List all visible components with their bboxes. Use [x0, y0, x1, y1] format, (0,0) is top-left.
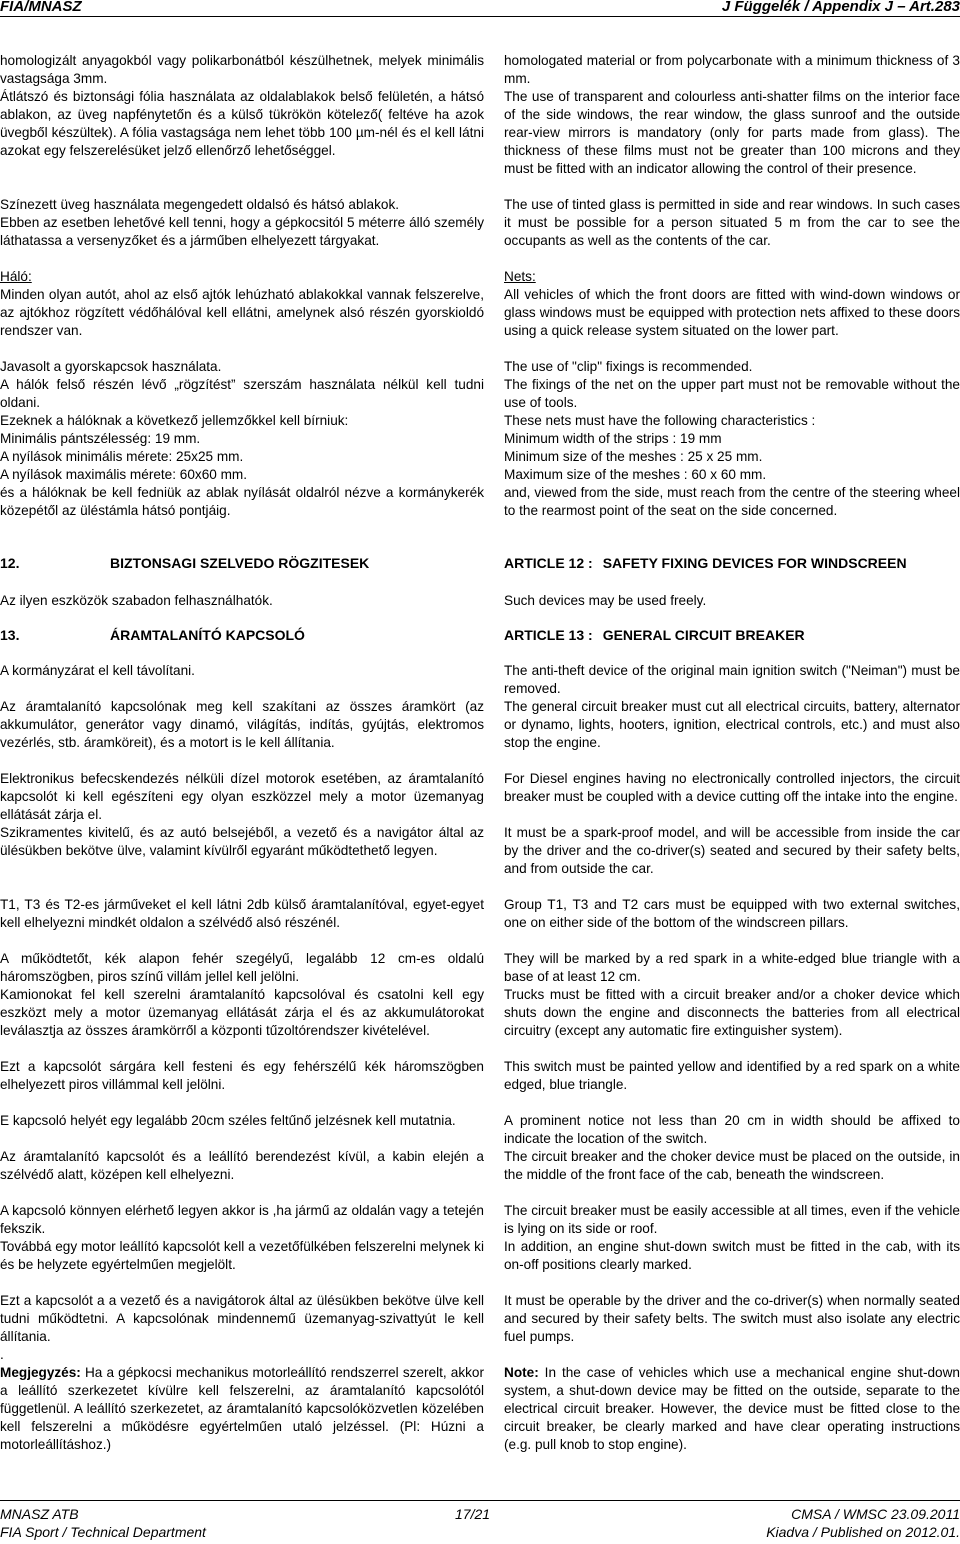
en-paragraph: A prominent notice not less than 20 cm in width should be affixed to indicate the location of the switch.	[504, 1113, 960, 1146]
en-paragraph: Group T1, T3 and T2 cars must be equipped with two external switches, one on either side of the bottom of the windscreen pillars.	[504, 897, 960, 930]
en-paragraph: The fixings of the net on the upper part must not be removable without the use of tools.	[504, 377, 960, 410]
hu-paragraph: Az áramtalanító kapcsolónak meg kell szakítani az összes áramkört (az akkumulátor, generátor vagy dinamó, világítás, indítás, gyújtás, elektromos vezérlés, stb. áramköreit), és a motort is le kell állítania.	[0, 699, 484, 750]
hu-paragraph: A működtetőt, kék alapon fehér szegélyű, legalább 12 cm-es oldalú háromszögben, piros színű villám jellel kell jelölni.	[0, 951, 484, 984]
en-article-12-heading	[504, 554, 960, 572]
hu-article-12-title: BIZTONSAGI SZELVEDO RÖGZITESEK	[110, 555, 370, 571]
hu-note	[0, 1364, 484, 1454]
en-note-label: Note:	[504, 1365, 539, 1380]
hu-paragraph: E kapcsoló helyét egy legalább 20cm széles feltűnő jelzésnek kell mutatnia.	[0, 1113, 456, 1128]
hu-paragraph: Átlátszó és biztonsági fólia használata az oldalablakok belső felületén, a hátsó ablakon, az üveg napfénytetőn és a külső tükrökön kötelező( feltéve ha azok üvegből készültek). A fólia vastagsága nem lehet több 100 µm-nél és el kell látni azokat egy felszerelésüket jelző ellenőrző lehetőséggel.	[0, 89, 484, 158]
hu-paragraph: Ezt a kapcsolót a a vezető és a navigátorok által az ülésükben bekötve ülve kell tudni működtetni. A kapcsolónak mindennemű üzemanyag-szivattyút le kell állítania.	[0, 1293, 484, 1344]
hu-paragraph: Az áramtalanító kapcsolót és a leállító berendezést kívül, a kabin elején a szélvédő alatt, középen kell elhelyezni.	[0, 1149, 484, 1182]
en-net-title: Nets:	[504, 269, 536, 284]
hu-note-label: Megjegyzés:	[0, 1365, 81, 1380]
page-header	[0, 0, 960, 17]
hu-article-12-number: 12.	[0, 555, 20, 571]
hu-paragraph: Az ilyen eszközök szabadon felhasználhatók.	[0, 593, 273, 608]
en-paragraph: Minimum width of the strips : 19 mm	[504, 431, 722, 446]
en-article-12-title: SAFETY FIXING DEVICES FOR WINDSCREEN	[602, 555, 907, 571]
en-paragraph: It must be a spark-proof model, and will be accessible from inside the car by the driver and the co-driver(s) seated and secured by their safety belts, and from outside the car.	[504, 825, 960, 876]
hu-paragraph: Ezeknek a hálóknak a következő jellemzőkkel kell bírniuk:	[0, 413, 349, 428]
hu-paragraph: A nyílások minimális mérete: 25x25 mm.	[0, 449, 244, 464]
en-article-13-heading	[504, 626, 960, 644]
footer-left-line2: FIA Sport / Technical Department	[0, 1524, 206, 1540]
en-paragraph: The circuit breaker must be easily accessible at all times, even if the vehicle is lying on its side or roof.	[504, 1203, 960, 1236]
en-paragraph: Trucks must be fitted with a circuit breaker and/or a choker device which shuts down the engine and disconnects the batteries from all electrical circuitry (except any automatic fire extinguisher system).	[504, 987, 960, 1038]
en-article-13-title: GENERAL CIRCUIT BREAKER	[602, 627, 805, 643]
hu-paragraph: A kormányzárat el kell távolítani.	[0, 663, 195, 678]
hu-paragraph: Javasolt a gyorskapcsok használata.	[0, 359, 222, 374]
en-paragraph: It must be operable by the driver and the co-driver(s) when normally seated and secured by their safety belts. The switch must also isolate any electric fuel pumps.	[504, 1293, 960, 1344]
hu-note-text: Ha a gépkocsi mechanikus motorleállító rendszerrel szerelt, akkor a leállító szerkezetet kívülre kell felszerelni, az áramtalanító kapcsolótól függetlenül. A leállító szerkezetet, az áramtalanító kapcsolóközvetlen közelében kell felszerelni a működésre egyértelműen utaló jelzéssel. (Pl: Húzni a motorleállításhoz.)	[0, 1365, 484, 1452]
en-paragraph: In addition, an engine shut-down switch must be fitted in the cab, with its on-off positions clearly marked.	[504, 1239, 960, 1272]
en-paragraph: These nets must have the following characteristics :	[504, 413, 816, 428]
en-paragraph: Minimum size of the meshes : 25 x 25 mm.	[504, 449, 763, 464]
hu-paragraph: Színezett üveg használata megengedett oldalsó és hátsó ablakok.	[0, 197, 400, 212]
hu-paragraph: A kapcsoló könnyen elérhető legyen akkor is ,ha jármű az oldalán vagy a tetején fekszik.	[0, 1203, 484, 1236]
en-note	[504, 1364, 960, 1454]
hu-paragraph: A nyílások maximális mérete: 60x60 mm.	[0, 467, 248, 482]
hu-paragraph: Továbbá egy motor leállító kapcsolót kell a vezetőfülkében felszerelni melynek ki és be helyzete egyértelműen megjelölt.	[0, 1239, 484, 1272]
page-footer	[0, 1500, 960, 1544]
en-paragraph: Maximum size of the meshes : 60 x 60 mm.	[504, 467, 767, 482]
hu-article-13-number: 13.	[0, 627, 20, 643]
footer-right-line2: Kiadva / Published on 2012.01.	[766, 1524, 960, 1540]
header-left: FIA/MNASZ	[0, 0, 82, 15]
hu-paragraph: Minimális pántszélesség: 19 mm.	[0, 431, 201, 446]
hu-net-title: Háló:	[0, 269, 32, 284]
hu-paragraph: Minden olyan autót, ahol az első ajtók lehúzható ablakokkal vannak felszerelve, az ajtókhoz rögzített védőhálóval kell ellátni, amelynek alsó részén gyorskioldó rendszer van.	[0, 287, 484, 338]
en-paragraph: They will be marked by a red spark in a white-edged blue triangle with a base of at least 12 cm.	[504, 951, 960, 984]
hu-paragraph: Elektronikus befecskendezés nélküli dízel motorok esetében, az áramtalanító kapcsolót ki kell egészíteni egy olyan eszközzel mely a motor üzemanyag ellátását zárja el.	[0, 771, 484, 822]
en-note-text: In the case of vehicles which use a mechanical engine shut-down system, a shut-down device may be fitted on the outside, separate to the electrical circuit breaker. However, the device must be fitted close to the circuit breaker, be clearly marked and have clear operating instructions (e.g. pull knob to stop engine).	[504, 1365, 960, 1452]
footer-right-line1: CMSA / WMSC 23.09.2011	[791, 1506, 960, 1522]
hu-article-12-heading	[0, 554, 484, 572]
hu-paragraph: Szikramentes kivitelű, és az autó belsejéből, a vezető és a navigátor által az ülésükben bekötve ülve, valamint kívülről egyaránt működtethető legyen.	[0, 825, 484, 858]
footer-page-number: 17/21	[455, 1506, 491, 1522]
hu-paragraph: T1, T3 és T2-es járműveket el kell látni 2db külső áramtalanítóval, egyet-egyet kell elhelyezni mindkét oldalon a szélvédő alsó részénél.	[0, 897, 484, 930]
header-right: J Függelék / Appendix J – Art.283	[721, 0, 960, 15]
en-paragraph: The use of tinted glass is permitted in side and rear windows. In such cases it must be possible for a person situated 5 m from the car to see the occupants as well as the contents of the car.	[504, 197, 960, 248]
hu-article-13-heading	[0, 626, 484, 644]
en-paragraph: The use of "clip" fixings is recommended.	[504, 359, 753, 374]
en-paragraph: The anti-theft device of the original main ignition switch ("Neiman") must be removed.	[504, 663, 960, 696]
en-paragraph: and, viewed from the side, must reach from the centre of the steering wheel to the rearmost point of the seat on the side concerned.	[504, 485, 960, 518]
hu-paragraph: .	[0, 1347, 4, 1362]
hu-paragraph: Kamionokat fel kell szerelni áramtalanító kapcsolóval és csatolni kell egy eszközt mely a motor üzemanyag ellátását zárja el és az akkumulátorokat leválasztja az összes áramkörről a központi tűzoltórendszer kivételével.	[0, 987, 484, 1038]
hu-paragraph: Ebben az esetben lehetővé kell tenni, hogy a gépkocsitól 5 méterre álló személy láthatassa a versenyzőket és a járműben elhelyezett tárgyakat.	[0, 215, 484, 248]
hu-paragraph: homologizált anyagokból vagy polikarbonátból készülhetnek, melyek minimális vastagsága 3mm.	[0, 53, 484, 86]
footer-left-line1: MNASZ ATB	[0, 1506, 79, 1522]
en-paragraph: This switch must be painted yellow and identified by a red spark on a white edged, blue triangle.	[504, 1059, 960, 1092]
hu-paragraph: A hálók felső részén lévő „rögzítést” szerszám használata nélkül kell tudni oldani.	[0, 377, 484, 410]
en-paragraph: The general circuit breaker must cut all electrical circuits, battery, alternator or dynamo, lights, hooters, ignition, electrical controls, etc.) and must also stop the engine.	[504, 699, 960, 750]
en-paragraph: The use of transparent and colourless anti-shatter films on the interior face of the side windows, the rear window, the glass sunroof and the outside rear-view mirrors is mandatory (only for parts made from glass). The thickness of these films must not be greater than 100 microns and they must be fitted with an indicator allowing the control of their presence.	[504, 89, 960, 176]
en-paragraph: For Diesel engines having no electronically controlled injectors, the circuit breaker must be coupled with a device cutting off the intake into the engine.	[504, 771, 960, 804]
hu-paragraph: Ezt a kapcsolót sárgára kell festeni és egy fehérszélű kék háromszögben elhelyezett piros villámmal kell jelölni.	[0, 1059, 484, 1092]
en-article-12-number: ARTICLE 12 :	[504, 555, 593, 571]
hu-paragraph: és a hálóknak be kell fedniük az ablak nyílását oldalról nézve a kormánykerék közepétől az üléstámla hátsó pontjáig.	[0, 485, 484, 518]
en-paragraph: Such devices may be used freely.	[504, 593, 707, 608]
hu-article-13-title: ÁRAMTALANÍTÓ KAPCSOLÓ	[110, 627, 305, 643]
en-paragraph: homologated material or from polycarbonate with a minimum thickness of 3 mm.	[504, 53, 960, 86]
en-paragraph: All vehicles of which the front doors are fitted with wind-down windows or glass windows must be equipped with protection nets affixed to these doors using a quick release system situated on the lower part.	[504, 287, 960, 338]
en-paragraph: The circuit breaker and the choker device must be placed on the outside, in the middle of the front face of the cab, beneath the windscreen.	[504, 1149, 960, 1182]
en-article-13-number: ARTICLE 13 :	[504, 627, 593, 643]
